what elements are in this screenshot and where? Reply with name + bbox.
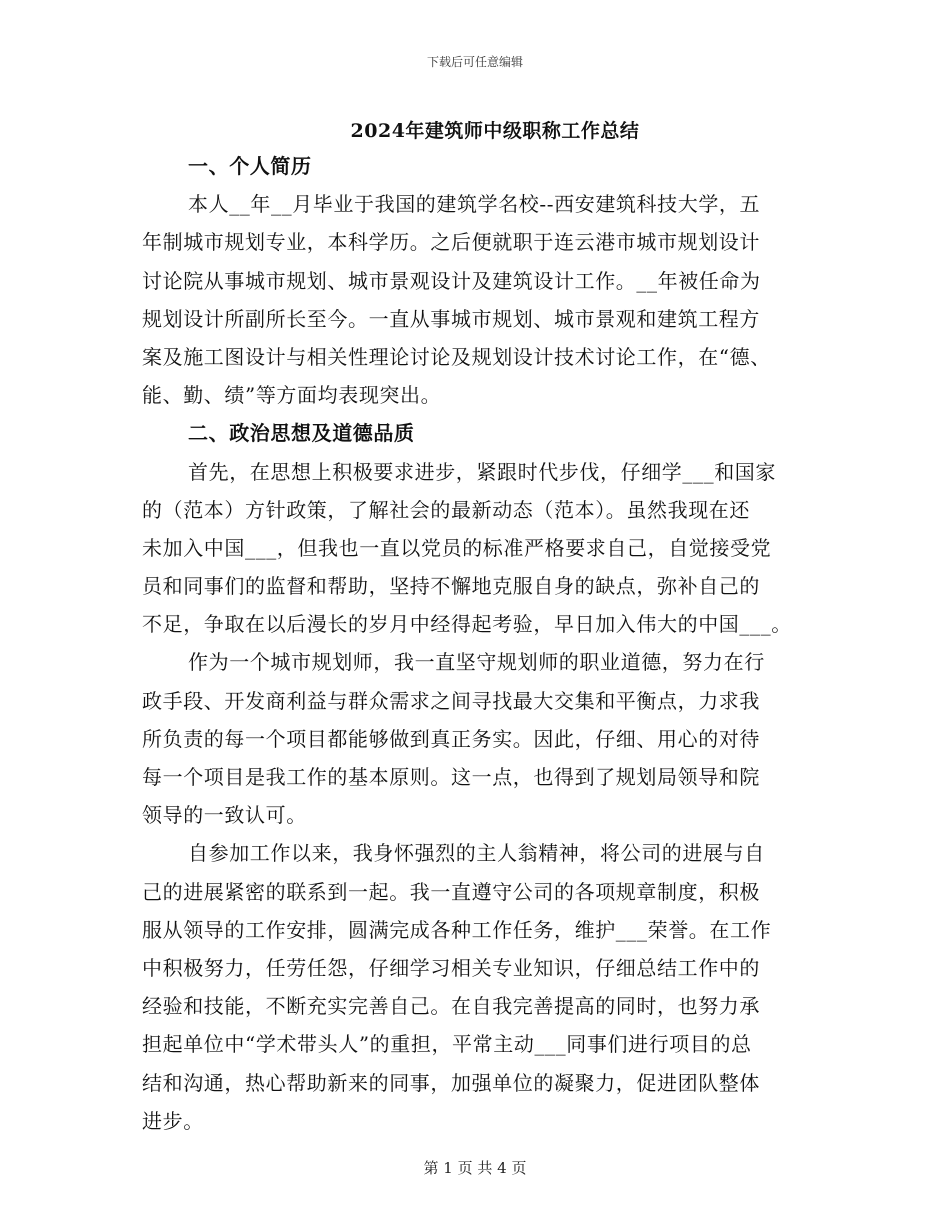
section-heading: 二、政治思想及道德品质 <box>188 421 415 446</box>
body-line: 担起单位中“学术带头人”的重担，平常主动___同事们进行项目的总 <box>142 1032 752 1057</box>
body-line: 己的进展紧密的联系到一起。我一直遵守公司的各项规章制度，积极 <box>142 879 760 904</box>
section-heading: 一、个人简历 <box>188 154 312 178</box>
paragraph-first-line: 自参加工作以来，我身怀强烈的主人翁精神，将公司的进展与自 <box>188 841 765 866</box>
document-body <box>142 147 812 1140</box>
body-line: 未加入中国___，但我也一直以党员的标准严格要求自己，自觉接受党 <box>142 535 772 560</box>
body-line: 能、勤、绩”等方面均表现突出。 <box>142 383 442 408</box>
body-line: 领导的一致认可。 <box>142 803 307 828</box>
body-line: 中积极努力，任劳任怨，仔细学习相关专业知识，仔细总结工作中的 <box>142 955 760 980</box>
body-line: 员和同事们的监督和帮助，坚持不懈地克服自身的缺点，弥补自己的 <box>142 574 760 599</box>
body-line: 结和沟通，热心帮助新来的同事，加强单位的凝聚力，促进团队整体 <box>142 1070 760 1095</box>
body-line: 进步。 <box>142 1108 204 1133</box>
paragraph-first-line: 本人__年__月毕业于我国的建筑学名校--西安建筑科技大学，五 <box>188 192 761 217</box>
body-line: 年制城市规划专业，本科学历。之后便就职于连云港市城市规划设计 <box>142 230 760 255</box>
body-line: 政手段、开发商利益与群众需求之间寻找最大交集和平衡点，力求我 <box>142 688 760 713</box>
body-line: 每一个项目是我工作的基本原则。这一点，也得到了规划局领导和院 <box>142 765 760 789</box>
body-line: 不足，争取在以后漫长的岁月中经得起考验，早日加入伟大的中国___。 <box>142 612 792 637</box>
body-line: 案及施工图设计与相关性理论讨论及规划设计技术讨论工作，在“德、 <box>142 344 771 369</box>
body-line: 规划设计所副所长至今。一直从事城市规划、城市景观和建筑工程方 <box>142 306 760 331</box>
header-note: 下载后可任意编辑 <box>426 55 523 69</box>
paragraph-first-line: 作为一个城市规划师，我一直坚守规划师的职业道德，努力在行 <box>188 650 765 675</box>
paragraph-first-line: 首先，在思想上积极要求进步，紧跟时代步伐，仔细学___和国家 <box>188 459 776 484</box>
body-line: 服从领导的工作安排，圆满完成各种工作任务，维护___荣誉。在工作 <box>142 917 772 942</box>
body-line: 所负责的每一个项目都能够做到真正务实。因此，仔细、用心的对待 <box>142 726 760 751</box>
body-line: 讨论院从事城市规划、城市景观设计及建筑设计工作。__年被任命为 <box>142 268 761 293</box>
body-line: 经验和技能，不断充实完善自己。在自我完善提高的同时，也努力承 <box>142 994 760 1019</box>
page-footer: 第 1 页 共 4 页 <box>423 1159 527 1177</box>
body-line: 的（范本）方针政策，了解社会的最新动态（范本）。虽然我现在还 <box>142 497 750 522</box>
document-title: 2024年建筑师中级职称工作总结 <box>350 120 640 142</box>
